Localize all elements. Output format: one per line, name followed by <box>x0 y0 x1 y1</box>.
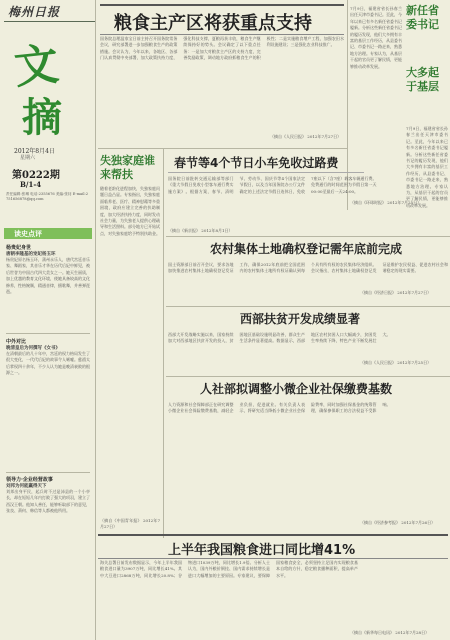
story-farmers-headline: 失独家庭谁来帮扶 <box>100 154 155 181</box>
left-story-1 <box>6 244 90 327</box>
left-story-2-subtitle: 晚清皇后为何撰写《女书》 <box>6 346 60 351</box>
story-grain-body: 海关总署日前发布数据显示，今年上半年我国粮食进口量为3907万吨，同比增长41%。其中大豆进口2868万吨，同比增长20.8%；谷物进口1039万吨，同比增长1.9倍。分析人士认为，国内外粮价倒挂、国内需求持续增长是进口大幅增加的主要原因。专家建议，要保障国家粮食安全，必须坚持立足国内实现粮食基本自给的方针，稳定粮食播种面积，提高单产水平。 <box>100 560 358 578</box>
right-story-body-2: 7月9日，福建省省长孙春兰出任天津市委书记。至此，今年以来已有多名新任省委书记履新。分析这些新任省委书记的履历发现，他们大多拥有丰富的基层工作经历，从县委书记、市委书记一路走来，熟悉地方治理。专家认为，从基层干起的官员更了解民情，更能够推动改革发展。 <box>406 126 448 208</box>
story-spring-source: （摘自《新京报》 2012年8月1日） <box>168 228 233 233</box>
left-story-2-body: 在清朝最后的几十年中，宫廷的权力格局发生了很大变化，一代代后妃的故事令人唏嘘。慈禧太后掌权四十余年，不少人认为她是晚清衰败的根源之一。 <box>6 351 90 376</box>
left-story-3-title: 领导力·企业经营故事 <box>6 477 53 483</box>
story-farmers-source: （摘自《中国青年报》 2012年7月27日） <box>100 518 160 530</box>
top-headline: 粮食主产区将获重点支持 <box>114 13 312 34</box>
story-loans-source: （摘自《经济参考报》 2012年7月26日） <box>360 520 436 525</box>
issue-date: 2012年8月4日 <box>14 148 55 155</box>
story-west-body: 西部大开发战略实施以来，国家持续加大对西部地区扶贫开发的投入，贫困地区基础设施明显改善，群众生产生活条件显著提高。数据显示，西部地区农村贫困人口大幅减少，贫困发生率持续下降，特色产业不断发展壮大。 <box>168 332 391 344</box>
story-rural-source: （摘自《经济日报》 2012年7月27日） <box>360 290 432 295</box>
story-loans-headline-text: 人社部拟调整小微企业社保缴费基数 <box>200 382 393 396</box>
story-grain-source: （摘自《新华每日电讯》 2012年7月28日） <box>350 630 430 635</box>
section-title-zhai: 摘 <box>22 94 62 141</box>
left-story-2-title: 中外对比 <box>6 339 27 345</box>
top-headline-banner <box>100 4 344 35</box>
paper-logo: 梅州日报 <box>8 5 61 19</box>
story-spring-body: 国务院日前批转交通运输部等部门《重大节假日免收小型客车通行费实施方案》。根据方案，春节、清明节、劳动节、国庆节等4个国家法定节假日，以及当年国务院办公厅文件确定的上述法定节假日连休日，免收7座以下（含7座）载客车辆通行费。免费通行的时间范围为节假日第一天00:00至最后一天24:00。 <box>168 176 377 194</box>
story-farmers-body: 随着老龄化进程加快，失独家庭问题日益凸显。专家指出，失独家庭面临养老、医疗、精神慰藉等多重困境，政府应建立完善的扶助制度，加大经济扶持力度，同时发动社会力量，为失独老人提供心理疏导和生活照料。部分地方已开始试点，对失独家庭给予特别扶助金。 <box>100 186 160 236</box>
column-header <box>4 228 92 239</box>
left-story-1-body: 杨贵妃原名杨玉环，蒲州永乐人，唐代宫廷音乐家、舞蹈家，其音乐才华在历代后妃中鲜见，被后世誉为中国古代四大美女之一。她天生丽质，加上优越的教育文化环境，使她具备较高的文化修养，性格婉顺，精通音律，擅歌舞，并善弹琵琶。 <box>6 257 90 295</box>
left-story-2 <box>6 338 90 451</box>
top-story-source: （摘自《人民日报》 2012年7月27日） <box>270 134 342 139</box>
story-spring-headline-box <box>168 152 364 173</box>
story-rural-headline <box>210 240 430 258</box>
left-story-1-subtitle: 唐朝李隆基的宠妃杨玉环 <box>6 252 56 257</box>
story-loans-body: 人力资源和社会保障部正在研究调整小微企业社会保险缴费基数，减轻企业负担，促进就业。有关负责人表示，将研究适当降低小微企业社会保险费率，同时加强社保基金的统筹管理，确保参保职工的合法权益不受影响。 <box>168 402 391 414</box>
left-story-3 <box>6 476 90 639</box>
story-grain-headline: 上半年我国粮食进口同比增41% <box>168 543 356 558</box>
issue-weekday: 星期六 <box>20 155 36 161</box>
left-story-3-subtitle: 刘邦为何能赢得天下 <box>6 484 47 489</box>
left-story-1-title: 杨贵妃身世 <box>6 245 32 251</box>
right-story-body: 7月9日，福建省省长孙春兰出任天津市委书记。至此，今年以来已有多名新任省委书记履新。分析这些新任省委书记的履历发现，他们大多拥有丰富的基层工作经历，从县委书记、市委书记一路走来，熟悉地方治理。专家认为，从基层干起的官员更了解民情，更能够推动改革发展。 <box>350 6 402 69</box>
story-west-headline <box>240 310 400 328</box>
left-story-3-body: 刘邦出身平民，起兵时不过是沛县的一个小亭长，却在短短几年内打败了强大的项羽，建立了西汉王朝。他知人善任，能够听取部下的意见，张良、萧何、韩信等人都被他所用。 <box>6 489 90 514</box>
right-headline-2: 大多起于基层 <box>406 66 439 93</box>
story-grain-banner <box>98 534 448 559</box>
column-header-label: 读史点评 <box>14 230 42 238</box>
section-title-wen: 文 <box>11 38 62 95</box>
story-west-source: （摘自《人民日报》 2012年7月25日） <box>360 360 432 365</box>
story-spring-headline: 春节等4个节日小车免收过路费 <box>174 156 339 170</box>
editor-credits: 责任编辑:张琳 电话:2355676 美编:张钊 E-mail:2751656878@qq.com <box>6 192 88 201</box>
story-west-headline-text: 西部扶贫开发成绩显著 <box>240 312 361 326</box>
right-story-source: （摘自《环球时报》 2012年7月25日） <box>350 200 422 205</box>
right-headline-1: 新任省委书记 <box>406 4 439 31</box>
top-story-body: 国务院总理温家宝日前主持召开国务院常务会议，研究部署进一步加强粮食生产的政策措施。会议认为，今年以来，各地区、各部门认真贯彻中央部署，加大政策扶持力度，强化科技支撑，夏粮再获丰收，粮食生产继续保持好的势头。会议确定了以下重点任务：一是加大对粮食主产区的支持力度，完善奖励政策，调动地方政府抓粮食生产的积极性；二是实施粮食增产工程，加强农田水利设施建设；三是强化农业科技推广。 <box>100 36 344 61</box>
story-rural-headline-text: 农村集体土地确权登记需年底前完成 <box>210 242 403 256</box>
story-loans-headline <box>200 380 440 398</box>
story-rural-body: 国土资源部日前召开会议，要求各地加快推进农村集体土地确权登记发证工作，确保2012年底前把全国范围内的农村集体土地所有权证确认到每个具有所有权的农民集体经济组织。会议指出，农村集体土地确权登记发证是维护农民权益、促进农村社会和谐稳定的现实需要。 <box>168 262 448 274</box>
page-range: B/1-4 <box>20 180 42 189</box>
issue-number: 第0222期 <box>12 170 60 181</box>
